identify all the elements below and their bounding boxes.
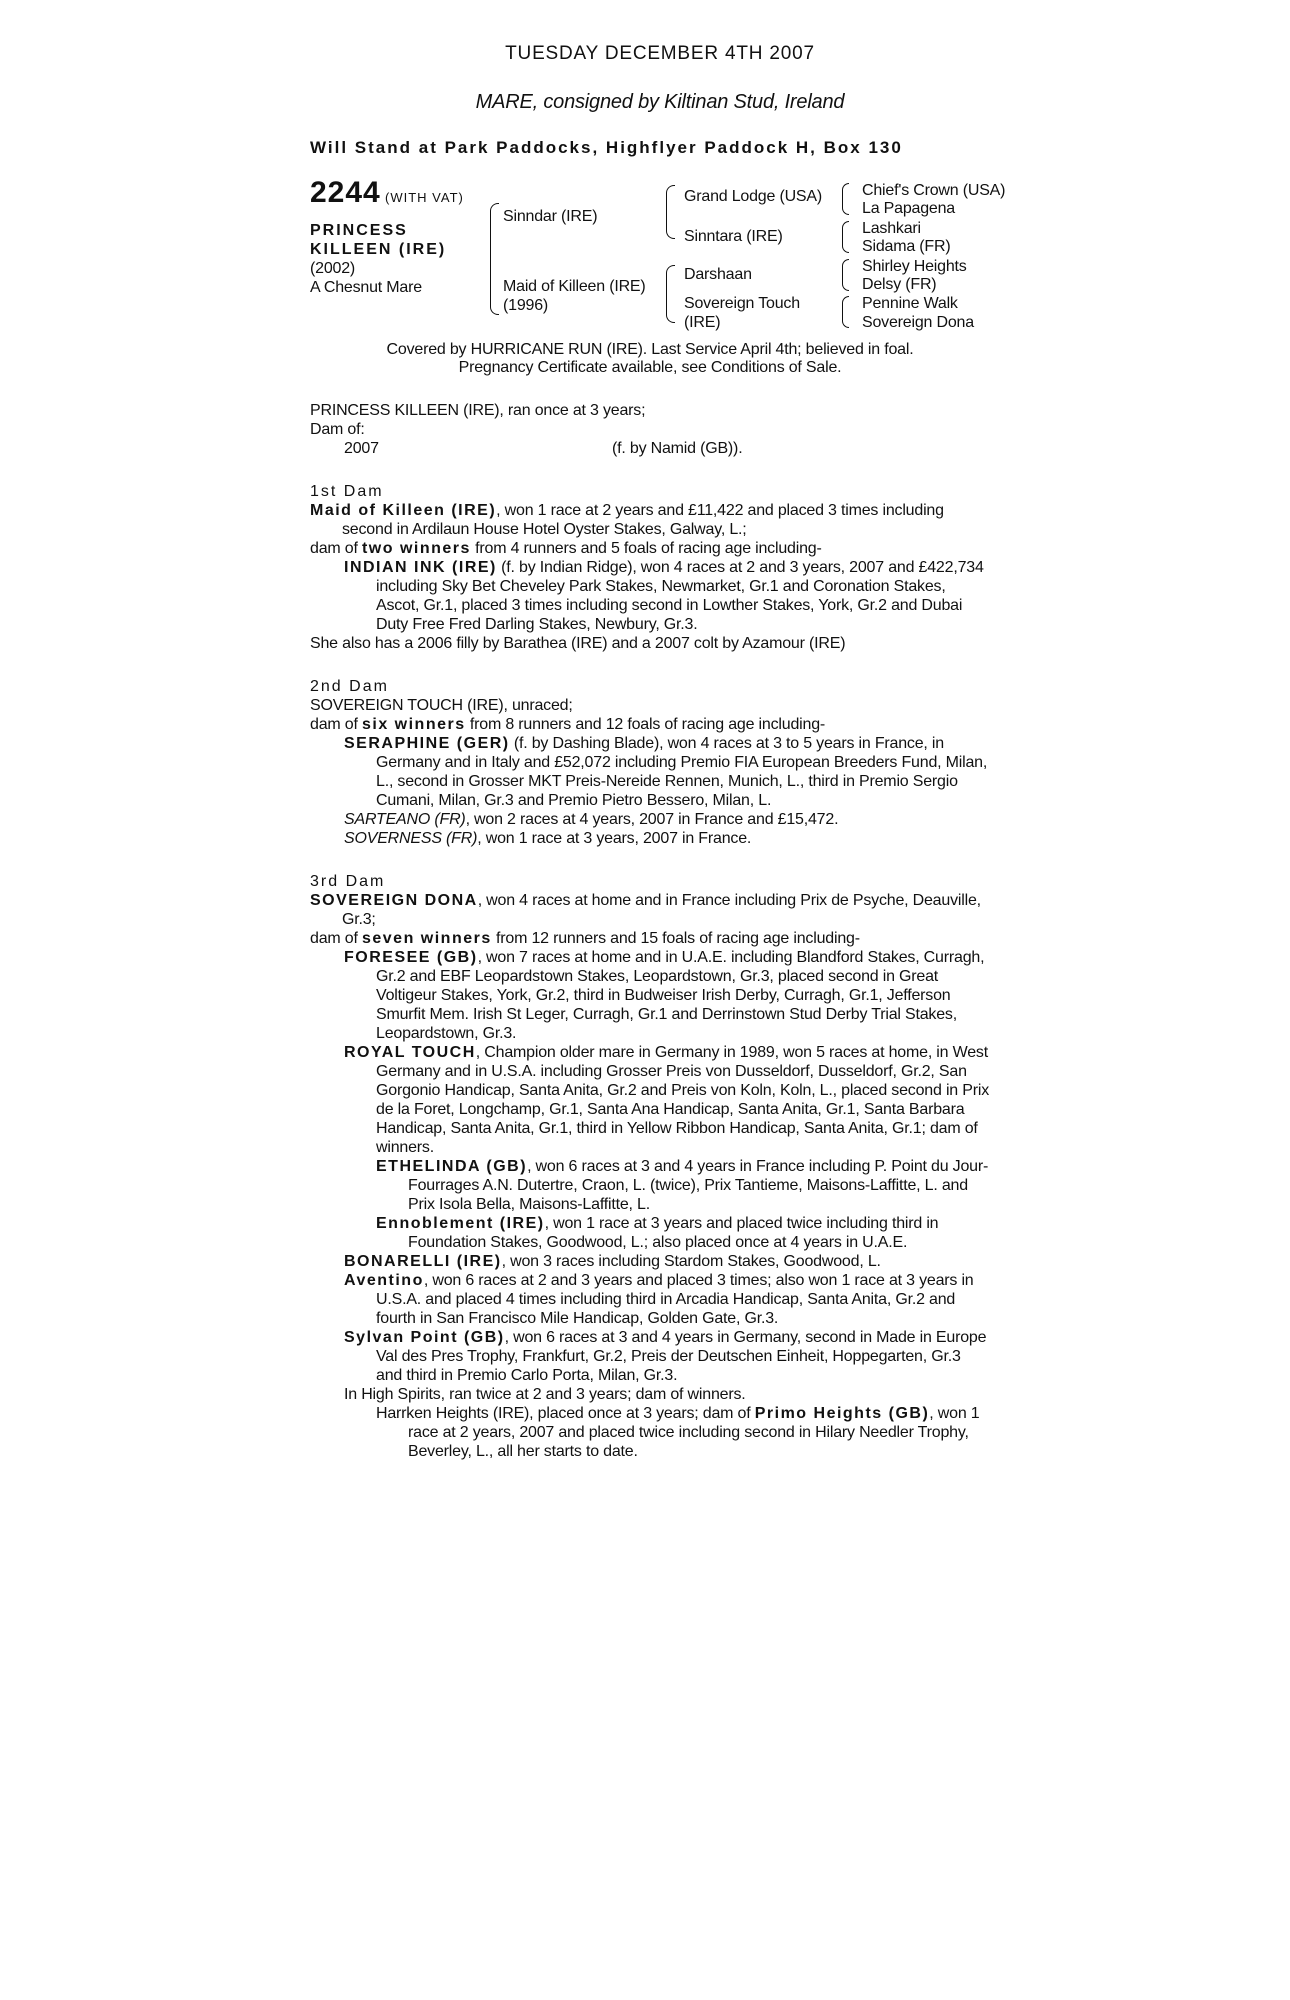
third-dam-dam-of-post: from 12 runners and 15 foals of racing age including- [491, 930, 860, 947]
sarteano-entry [310, 810, 990, 829]
brace-g2 [842, 221, 849, 253]
second-dam-heading: 2nd Dam [310, 678, 389, 695]
harrken-pre: Harrken Heights (IRE), placed once at 3 years; dam of [376, 1405, 755, 1422]
dam-dam-line1: Sovereign Touch [684, 295, 800, 312]
dam-sire: Darshaan [684, 266, 752, 283]
second-dam-dam-of [310, 715, 990, 734]
covered-line2: Pregnancy Certificate available, see Conditions of Sale. [458, 359, 842, 376]
aventino-name: Aventino [344, 1272, 424, 1289]
brace-dam-parents [666, 265, 675, 323]
sd-dam: Sidama (FR) [862, 238, 951, 255]
seraphine-text: (f. by Dashing Blade), won 4 races at 3 to 5 years in France, in Germany and in Italy and £52,072 including Premio FIA European Breeders Fund, Milan, L., second in Grosser MKT Preis-Nereide Rennen, Munich, L., third in Premio Sergio Cumani, Milan, Gr.3 and Premio Pietro Bessero, Milan, L. [376, 735, 988, 809]
royal-touch-entry [310, 1043, 990, 1157]
first-dam-record-a: , won 1 race at 2 years and £11,422 and placed 3 times [496, 502, 879, 519]
third-dam-section [310, 872, 990, 1461]
sd-sire: Lashkari [862, 220, 921, 237]
brace-g3 [842, 259, 849, 291]
first-dam-name: Maid of Killeen (IRE) [310, 502, 497, 519]
foresee-entry [310, 948, 990, 1043]
dam: Maid of Killeen (IRE) [503, 278, 646, 295]
ennoblement-entry [310, 1214, 990, 1252]
ss-dam: La Papagena [862, 200, 956, 217]
third-dam-record-text: , won 4 races at home and in France including Prix de Psyche, Deauville, Gr.3; [342, 892, 981, 928]
sire-sire: Grand Lodge (USA) [684, 188, 823, 205]
sylvan-point-name: Sylvan Point (GB) [344, 1329, 505, 1346]
seraphine-entry [310, 734, 990, 810]
foresee-name: FORESEE (GB) [344, 949, 478, 966]
pedigree-table [310, 176, 1006, 341]
dd-sire: Pennine Walk [862, 295, 958, 312]
seraphine-name: SERAPHINE (GER) [344, 735, 510, 752]
covered-note [310, 341, 990, 377]
horse-name-line1: PRINCESS [310, 222, 408, 239]
sire-dam: Sinntara (IRE) [684, 228, 783, 245]
third-dam-name: SOVEREIGN DONA [310, 892, 478, 909]
sylvan-point-text: , won 6 races at 3 and 4 years in Germany, second in Made in Europe Val des Pres Trophy, Frankfurt, Gr.2, Preis der Deutschen Einheit, Hoppegarten, Gr.3 and third in Premio Carlo Porta, Milan, Gr.3. [376, 1329, 987, 1384]
third-dam-dam-of-pre: dam of [310, 930, 362, 947]
brace-sire-parents [666, 185, 675, 239]
first-dam-record [310, 501, 990, 539]
soverness-entry [310, 829, 990, 848]
royal-touch-name: ROYAL TOUCH [344, 1044, 476, 1061]
first-dam-dam-of-pre: dam of [310, 540, 362, 557]
horse-year: (2002) [310, 260, 356, 277]
bonarelli-name: BONARELLI (IRE) [344, 1253, 502, 1270]
first-dam-record-b: including second in Ardilaun House Hotel Oyster Stakes, Galway, L.; [342, 502, 944, 538]
produce-foal: (f. by Namid (GB)). [612, 440, 743, 457]
ennoblement-name: Ennoblement (IRE) [376, 1215, 545, 1232]
horse-description: A Chesnut Mare [310, 279, 422, 296]
indian-ink-text: (f. by Indian Ridge), won 4 races at 2 and 3 years, 2007 and £422,734 including Sky Bet Cheveley Park Stakes, Newmarket, Gr.1 and Coronation Stakes, Ascot, Gr.1, placed 3 times including second in Lowther Stakes, York, Gr.2 and Dubai Duty Free Fred Darling Stakes, Newbury, Gr.3. [376, 559, 984, 633]
soverness-name: SOVERNESS (FR) [344, 830, 478, 847]
bonarelli-text: , won 3 races including Stardom Stakes, Goodwood, L. [501, 1253, 881, 1270]
vat-note: (WITH VAT) [385, 190, 464, 205]
aventino-text: , won 6 races at 2 and 3 years and placed 3 times; also won 1 race at 3 years in U.S.A. and placed 4 times including third in Arcadia Handicap, Santa Anita, Gr.2 and fourth in San Francisco Mile Handicap, Golden Gate, Gr.3. [376, 1272, 974, 1327]
produce-section [310, 401, 990, 458]
aventino-entry [310, 1271, 990, 1328]
third-dam-record [310, 891, 990, 929]
first-dam-winners: two winners [361, 540, 471, 557]
first-dam-dam-of-post: from 4 runners and 5 foals of racing age including- [470, 540, 822, 557]
harrken-post: , won 1 race at 2 years, 2007 and placed twice including second in Hilary Needler Trophy, Beverley, L., all her starts to date. [408, 1405, 980, 1460]
ethelinda-name: ETHELINDA (GB) [376, 1158, 528, 1175]
consignment-line: MARE, consigned by Kiltinan Stud, Ireland [475, 91, 845, 113]
second-dam-dam-of-pre: dam of [310, 716, 362, 733]
sylvan-point-entry [310, 1328, 990, 1385]
ethelinda-text: , won 6 races at 3 and 4 years in France including P. Point du Jour-Fourrages A.N. Dutertre, Craon, L. (twice), Prix Tantieme, Maisons-Laffitte, L. and Prix Isola Bella, Maisons-Laffitte, L. [408, 1158, 989, 1213]
horse-name-line2: KILLEEN (IRE) [310, 241, 447, 258]
brace-g4 [842, 296, 849, 328]
produce-row [310, 439, 990, 458]
produce-intro: PRINCESS KILLEEN (IRE), ran once at 3 years; [310, 402, 646, 419]
covered-line1: Covered by HURRICANE RUN (IRE). Last Service April 4th; believed in foal. [386, 341, 914, 358]
lot-header [310, 176, 464, 209]
sarteano-text: , won 2 races at 4 years, 2007 in France and £15,472. [465, 811, 839, 828]
brace-sire-dam [490, 203, 499, 315]
harrken-heights-entry [310, 1404, 990, 1461]
first-dam-heading: 1st Dam [310, 483, 384, 500]
second-dam-intro: SOVEREIGN TOUCH (IRE), unraced; [310, 697, 573, 714]
ss-sire: Chief's Crown (USA) [862, 182, 1006, 199]
third-dam-winners: seven winners [361, 930, 492, 947]
produce-dam-of: Dam of: [310, 421, 365, 438]
sale-date: TUESDAY DECEMBER 4TH 2007 [505, 43, 815, 64]
indian-ink-name: INDIAN INK (IRE) [344, 559, 497, 576]
ennoblement-text: , won 1 race at 3 years and placed twice including third in Foundation Stakes, Goodwood, L.; also placed once at 4 years in U.A.E. [408, 1215, 939, 1251]
dam-dam-line2: (IRE) [684, 314, 721, 331]
ds-sire: Shirley Heights [862, 258, 967, 275]
first-dam-dam-of [310, 539, 990, 558]
ds-dam: Delsy (FR) [862, 276, 937, 293]
third-dam-heading: 3rd Dam [310, 873, 386, 890]
produce-year: 2007 [344, 440, 379, 457]
dd-dam: Sovereign Dona [862, 314, 974, 331]
lot-number: 2244 [310, 176, 381, 209]
sire: Sinndar (IRE) [503, 208, 598, 225]
second-dam-section [310, 677, 990, 848]
catalogue-page [310, 43, 1006, 1461]
second-dam-dam-of-post: from 8 runners and 12 foals of racing age including- [465, 716, 826, 733]
stand-location: Will Stand at Park Paddocks, Highflyer Paddock H, Box 130 [310, 138, 903, 157]
ethelinda-entry [310, 1157, 990, 1214]
soverness-text: , won 1 race at 3 years, 2007 in France. [477, 830, 752, 847]
third-dam-dam-of [310, 929, 990, 948]
brace-g1 [842, 183, 849, 215]
first-dam-also: She also has a 2006 filly by Barathea (IRE) and a 2007 colt by Azamour (IRE) [310, 635, 846, 652]
primo-heights-name: Primo Heights (GB) [754, 1405, 930, 1422]
indian-ink-entry [310, 558, 990, 634]
sarteano-name: SARTEANO (FR) [344, 811, 466, 828]
second-dam-winners: six winners [361, 716, 466, 733]
dam-year: (1996) [503, 297, 549, 314]
royal-touch-text: , Champion older mare in Germany in 1989, won 5 races at home, in West Germany and in U.S.A. including Grosser Preis von Dusseldorf, Dusseldorf, Gr.2, San Gorgonio Handicap, Santa Anita, Gr.2 and Preis von Koln, Koln, L., placed second in Prix de la Foret, Longchamp, Gr.1, Santa Ana Handicap, Santa Anita, Gr.1, Santa Barbara Handicap, Santa Anita, Gr.1, third in Yellow Ribbon Handicap, Santa Anita, Gr.1; dam of winners. [376, 1044, 990, 1156]
in-high-spirits-entry: In High Spirits, ran twice at 2 and 3 years; dam of winners. [344, 1386, 746, 1403]
bonarelli-entry [310, 1252, 990, 1271]
first-dam-section [310, 482, 990, 653]
foresee-text: , won 7 races at home and in U.A.E. including Blandford Stakes, Curragh, Gr.2 and EBF Leopardstown Stakes, Leopardstown, Gr.3, placed second in Great Voltigeur Stakes, York, Gr.2, third in Budweiser Irish Derby, Curragh, Gr.1, Jefferson Smurfit Mem. Irish St Leger, Curragh, Gr.1 and Derrinstown Stud Derby Trial Stakes, Leopardstown, Gr.3. [376, 949, 985, 1042]
